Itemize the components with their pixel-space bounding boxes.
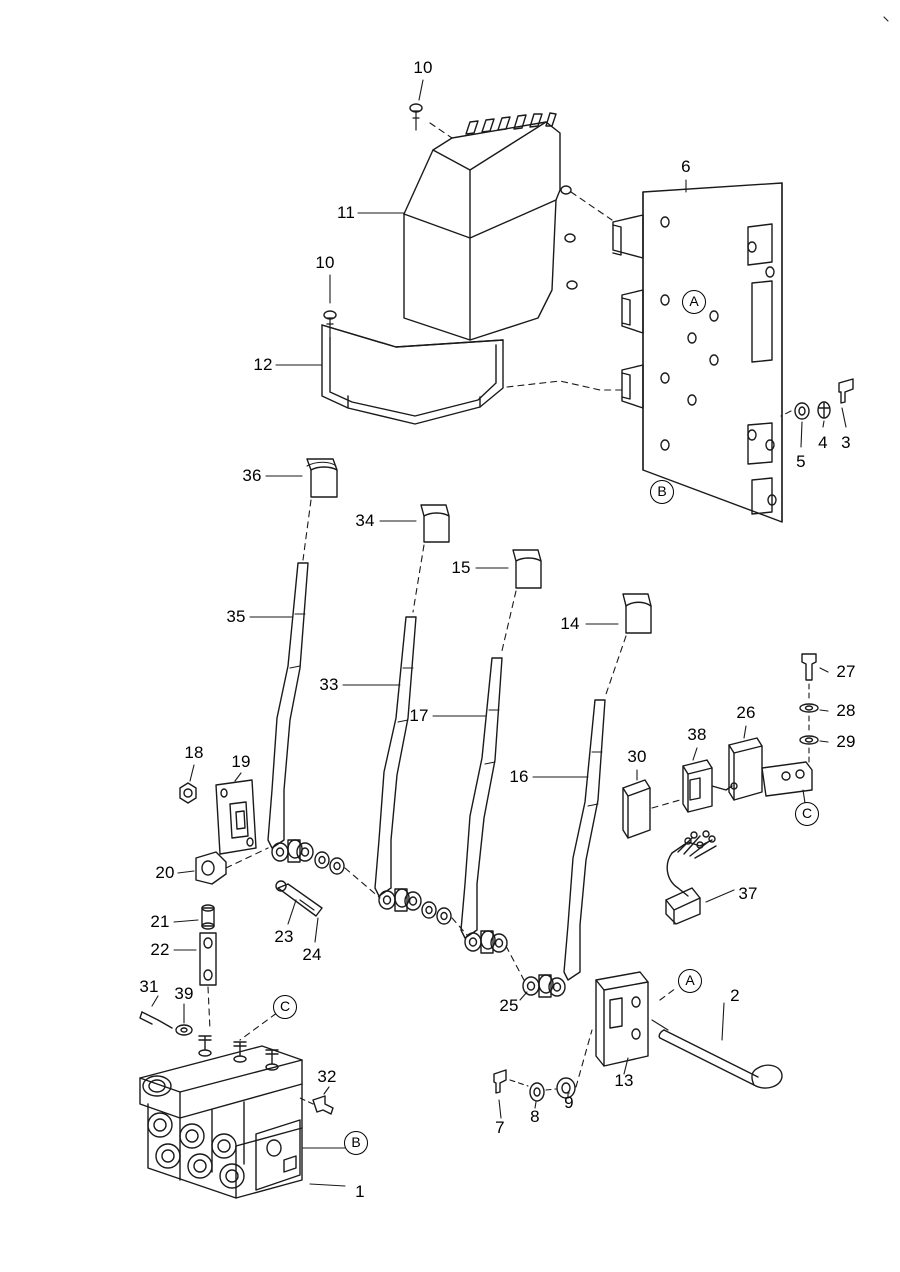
- callout-24: 24: [302, 945, 322, 964]
- callout-17: 17: [409, 706, 429, 725]
- callout-25: 25: [499, 996, 519, 1015]
- callout-19: 19: [231, 752, 251, 771]
- callout-5: 5: [796, 452, 806, 471]
- callout-10-lower: 10: [315, 253, 335, 272]
- callout-38: 38: [687, 725, 707, 744]
- ref-tag-a-plate: A: [682, 290, 706, 314]
- callout-33: 33: [319, 675, 339, 694]
- callout-34: 34: [355, 511, 375, 530]
- callout-36: 36: [242, 466, 262, 485]
- callout-29: 29: [836, 732, 856, 751]
- callout-10-top: 10: [413, 58, 433, 77]
- callout-4: 4: [818, 433, 828, 452]
- callout-14: 14: [560, 614, 580, 633]
- ref-tag-c-bracket: C: [795, 802, 819, 826]
- callout-18: 18: [184, 743, 204, 762]
- callout-30: 30: [627, 747, 647, 766]
- callout-26: 26: [736, 703, 756, 722]
- callout-13: 13: [614, 1071, 634, 1090]
- callout-16: 16: [509, 767, 529, 786]
- callout-2: 2: [730, 986, 740, 1005]
- callout-1: 1: [355, 1182, 365, 1201]
- callout-22: 22: [150, 940, 170, 959]
- ref-tag-b-valve: B: [344, 1131, 368, 1155]
- callout-11: 11: [336, 203, 356, 222]
- ref-tag-c-valve: C: [273, 995, 297, 1019]
- callout-31: 31: [139, 977, 159, 996]
- callout-23: 23: [274, 927, 294, 946]
- callout-9: 9: [564, 1093, 574, 1112]
- ref-tag-a-handle: A: [678, 969, 702, 993]
- callout-27: 27: [836, 662, 856, 681]
- callout-35: 35: [226, 607, 246, 626]
- callout-28: 28: [836, 701, 856, 720]
- callout-37: 37: [738, 884, 758, 903]
- callout-20: 20: [155, 863, 175, 882]
- callout-6: 6: [681, 157, 691, 176]
- ref-tag-b-plate: B: [650, 480, 674, 504]
- callout-32: 32: [317, 1067, 337, 1086]
- callout-8: 8: [530, 1107, 540, 1126]
- callout-3: 3: [841, 433, 851, 452]
- callout-12: 12: [253, 355, 273, 374]
- callout-39: 39: [174, 984, 194, 1003]
- callout-7: 7: [495, 1118, 505, 1137]
- callout-15: 15: [451, 558, 471, 577]
- callout-21: 21: [150, 912, 170, 931]
